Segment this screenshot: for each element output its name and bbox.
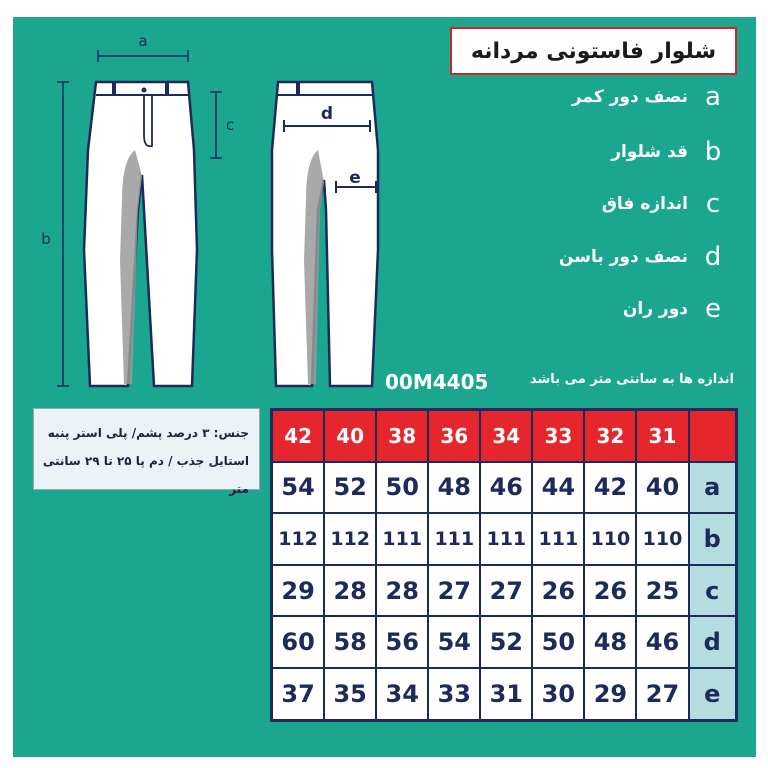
dimension-e-label: e	[349, 168, 361, 188]
style-line: استایل جذب / دم پا ۲۵ تا ۲۹ سانتی متر	[42, 454, 249, 496]
table-cell: 30	[532, 668, 584, 721]
table-cell: 56	[376, 616, 428, 668]
row-label: d	[689, 616, 737, 668]
table-cell: 29	[584, 668, 636, 721]
table-cell: 52	[480, 616, 532, 668]
material-line: جنس: ۳ درصد پشم/ پلی استر پنبه	[47, 426, 249, 440]
legend-text: اندازه فاق	[601, 194, 688, 214]
table-cell: 35	[324, 668, 376, 721]
size-header-cell: 31	[636, 410, 688, 462]
table-cell: 111	[532, 513, 584, 565]
table-cell: 110	[584, 513, 636, 565]
page-title: شلوار فاستونی مردانه	[450, 27, 737, 75]
dimension-d-label: d	[320, 104, 334, 124]
table-cell: 25	[636, 565, 688, 617]
legend-item-d	[559, 240, 724, 274]
dimension-a-label: a	[138, 32, 148, 50]
table-cell: 37	[272, 668, 325, 721]
dimension-b-label: b	[41, 230, 51, 248]
row-label: b	[689, 513, 737, 565]
table-row	[272, 513, 737, 565]
size-header-corner	[689, 410, 737, 462]
table-cell: 50	[376, 462, 428, 514]
table-cell: 54	[428, 616, 480, 668]
table-cell: 48	[428, 462, 480, 514]
table-cell: 48	[584, 616, 636, 668]
legend-letter: b	[704, 137, 722, 167]
table-cell: 111	[376, 513, 428, 565]
table-row	[272, 565, 737, 617]
table-cell: 34	[376, 668, 428, 721]
legend-text: نصف دور باسن	[558, 247, 688, 267]
units-note: اندازه ها به سانتی متر می باشد	[530, 372, 734, 387]
table-cell: 46	[480, 462, 532, 514]
size-header-cell: 40	[324, 410, 376, 462]
pants-diagram	[0, 0, 400, 400]
legend-item-a	[572, 80, 724, 114]
table-cell: 110	[636, 513, 688, 565]
table-cell: 40	[636, 462, 688, 514]
table-row	[272, 668, 737, 721]
legend-text: دور ران	[622, 299, 688, 319]
legend-item-e	[623, 292, 724, 326]
table-cell: 112	[272, 513, 325, 565]
legend-text: قد شلوار	[611, 142, 688, 162]
legend-letter: c	[705, 189, 721, 219]
material-info	[33, 408, 260, 496]
table-cell: 26	[532, 565, 584, 617]
model-code: 00M4405	[385, 370, 489, 394]
table-cell: 52	[324, 462, 376, 514]
table-cell: 111	[428, 513, 480, 565]
dimension-c-label: c	[225, 116, 235, 134]
table-cell: 44	[532, 462, 584, 514]
dimension-b	[41, 82, 69, 386]
size-table	[270, 408, 738, 722]
front-pants-illustration	[84, 82, 197, 386]
legend-item-b	[611, 135, 724, 169]
table-cell: 26	[584, 565, 636, 617]
size-header-cell: 36	[428, 410, 480, 462]
table-cell: 50	[532, 616, 584, 668]
size-header-cell: 33	[532, 410, 584, 462]
size-header-cell: 42	[272, 410, 325, 462]
legend-letter: d	[704, 242, 722, 272]
row-label: a	[689, 462, 737, 514]
table-cell: 29	[272, 565, 325, 617]
table-cell: 42	[584, 462, 636, 514]
table-cell: 111	[480, 513, 532, 565]
table-cell: 33	[428, 668, 480, 721]
table-row	[272, 462, 737, 514]
dimension-a	[98, 32, 188, 62]
table-cell: 54	[272, 462, 325, 514]
size-header-row	[272, 410, 737, 462]
back-pants-illustration	[272, 82, 378, 386]
table-cell: 27	[480, 565, 532, 617]
table-cell: 112	[324, 513, 376, 565]
table-cell: 58	[324, 616, 376, 668]
legend-letter: a	[705, 82, 721, 112]
table-cell: 60	[272, 616, 325, 668]
legend-letter: e	[705, 294, 721, 324]
row-label: c	[689, 565, 737, 617]
legend-item-c	[602, 187, 724, 221]
table-cell: 27	[636, 668, 688, 721]
row-label: e	[689, 668, 737, 721]
table-row	[272, 616, 737, 668]
table-cell: 31	[480, 668, 532, 721]
dimension-c	[210, 92, 234, 158]
table-cell: 28	[376, 565, 428, 617]
size-header-cell: 34	[480, 410, 532, 462]
size-header-cell: 38	[376, 410, 428, 462]
table-cell: 27	[428, 565, 480, 617]
size-header-cell: 32	[584, 410, 636, 462]
legend-text: نصف دور کمر	[571, 87, 688, 107]
table-cell: 46	[636, 616, 688, 668]
table-cell: 28	[324, 565, 376, 617]
